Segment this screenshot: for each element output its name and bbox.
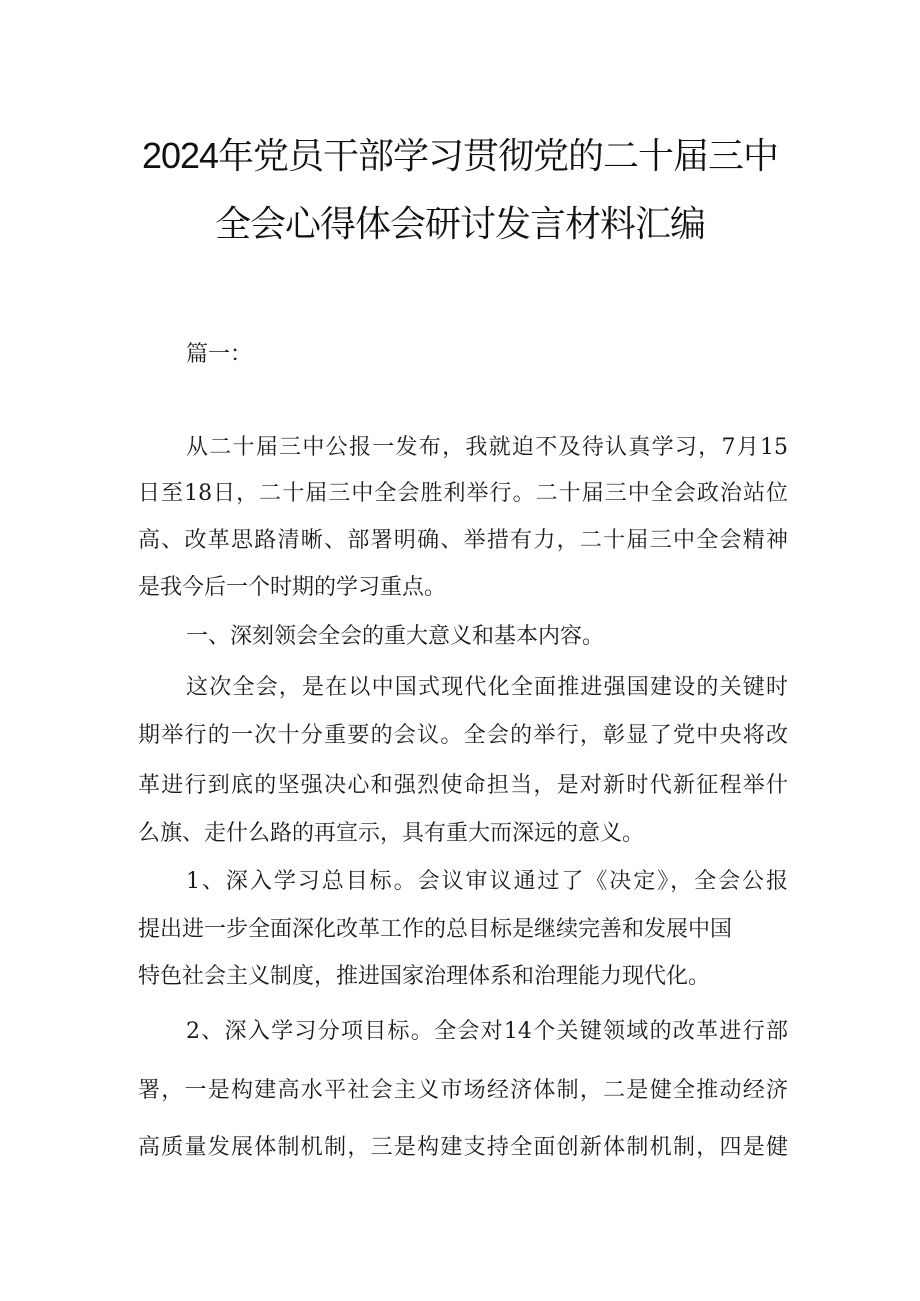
body-line: 特色社会主义制度，推进国家治理体系和治理能力现代化。 <box>138 964 711 989</box>
section-heading: 篇一： <box>186 342 253 367</box>
body-line: 么旗、走什么路的再宣示，具有重大而深远的意义。 <box>138 821 645 846</box>
document-title-line-1: 2024年党员干部学习贯彻党的二十届三中 <box>141 135 779 176</box>
body-line: 日至18日，二十届三中全会胜利举行。二十届三中全会政治站位 <box>138 481 788 506</box>
body-line: 期举行的一次十分重要的会议。全会的举行，彰显了党中央将改 <box>138 723 788 748</box>
body-line: 提出进一步全面深化改革工作的总目标是继续完善和发展中国 <box>138 917 733 942</box>
body-line: 2、深入学习分项目标。全会对14个关键领域的改革进行部 <box>186 1019 788 1044</box>
document-title-line-2: 全会心得体会研讨发言材料汇编 <box>214 203 705 244</box>
body-line: 从二十届三中公报一发布，我就迫不及待认真学习，7月15 <box>186 435 788 460</box>
body-line: 署，一是构建高水平社会主义市场经济体制，二是健全推动经济 <box>138 1078 788 1103</box>
subheading: 一、深刻领会全会的重大意义和基本内容。 <box>186 624 605 649</box>
body-line: 革进行到底的坚强决心和强烈使命担当，是对新时代新征程举什 <box>138 773 788 798</box>
body-line: 是我今后一个时期的学习重点。 <box>138 575 447 600</box>
body-line: 这次全会，是在以中国式现代化全面推进强国建设的关键时 <box>186 675 788 700</box>
body-line: 高、改革思路清晰、部署明确、举措有力，二十届三中全会精神 <box>138 528 788 553</box>
body-line: 高质量发展体制机制，三是构建支持全面创新体制机制，四是健 <box>138 1135 788 1160</box>
body-line: 1、深入学习总目标。会议审议通过了《决定》，全会公报 <box>186 869 788 894</box>
